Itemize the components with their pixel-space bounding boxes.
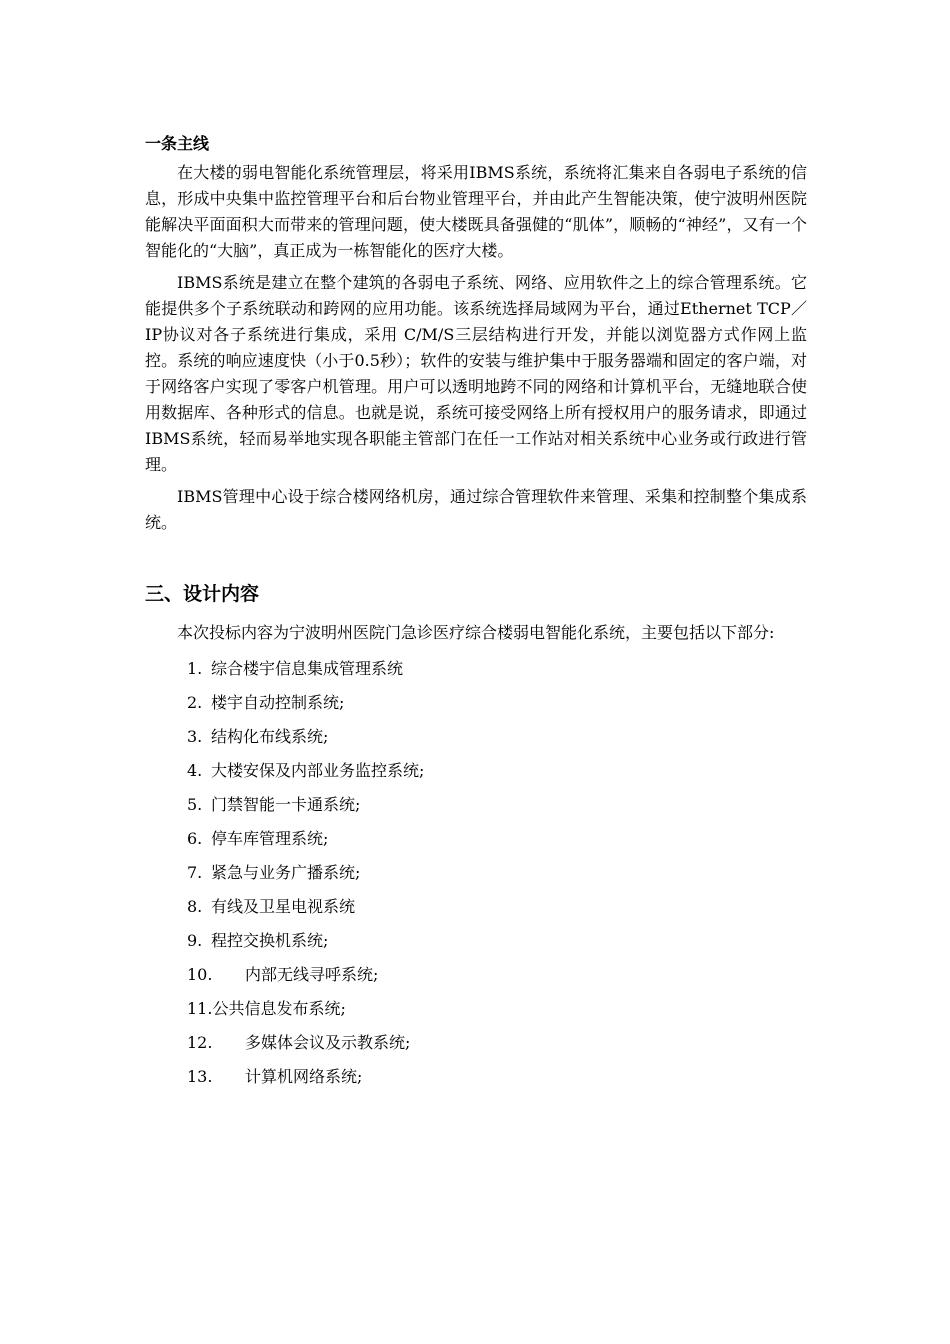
list-item <box>145 686 807 720</box>
list-item-text: 大楼安保及内部业务监控系统; <box>211 761 425 780</box>
list-item-number: 1. <box>187 659 203 678</box>
system-list <box>145 652 807 1094</box>
list-item <box>145 652 807 686</box>
list-item-number: 8. <box>187 897 203 916</box>
list-item-number: 2. <box>187 693 203 712</box>
list-item-text: 多媒体会议及示教系统; <box>245 1033 411 1052</box>
list-item-text: 综合楼宇信息集成管理系统 <box>211 659 404 678</box>
paragraph-ibms-management: 在大楼的弱电智能化系统管理层，将采用IBMS系统，系统将汇集来自各弱电子系统的信息，形成中央集中监控管理平台和后台物业管理平台，并由此产生智能决策，使宁波明州医院能解决平面面积大而带来的管理问题，使大楼既具备强健的“肌体”，顺畅的“神经”，又有一个智能化的“大脑”，真正成为一栋智能化的医疗大楼。 <box>145 163 807 260</box>
list-item <box>145 720 807 754</box>
list-item <box>145 992 807 1026</box>
list-item <box>145 822 807 856</box>
list-item-number: 6. <box>187 829 203 848</box>
list-item-text: 有线及卫星电视系统 <box>211 897 356 916</box>
list-item <box>145 924 807 958</box>
list-item-text: 紧急与业务广播系统; <box>211 863 361 882</box>
paragraph-ibms-center: IBMS管理中心设于综合楼网络机房，通过综合管理软件来管理、采集和控制整个集成系统。 <box>145 487 807 532</box>
page-content <box>145 132 807 1094</box>
list-item <box>145 890 807 924</box>
list-item-number: 12. <box>187 1033 213 1052</box>
list-item-text: 内部无线寻呼系统; <box>245 965 379 984</box>
subheading-main-line: 一条主线 <box>145 134 210 153</box>
list-item-number: 11. <box>187 999 213 1018</box>
list-item <box>145 856 807 890</box>
list-item-text: 门禁智能一卡通系统; <box>211 795 361 814</box>
list-item-number: 13. <box>187 1067 213 1086</box>
list-item-number: 10. <box>187 965 213 984</box>
list-item-text: 程控交换机系统; <box>211 931 329 950</box>
list-item <box>145 754 807 788</box>
list-item-text: 楼宇自动控制系统; <box>211 693 345 712</box>
list-item <box>145 1060 807 1094</box>
list-item <box>145 958 807 992</box>
section-heading-design-content: 三、设计内容 <box>145 583 260 605</box>
paragraph-ibms-system: IBMS系统是建立在整个建筑的各弱电子系统、网络、应用软件之上的综合管理系统。它能提供多个子系统联动和跨网的应用功能。该系统选择局域网为平台，通过Ethernet TCP／IP协议对各子系统进行集成，采用 C/M/S三层结构进行开发，并能以浏览器方式作网上监控。系统的响应速度快（小于0.5秒）；软件的安装与维护集中于服务器端和固定的客户端，对于网络客户实现了零客户机管理。用户可以透明地跨不同的网络和计算机平台，无缝地联合使用数据库、各种形式的信息。也就是说，系统可接受网络上所有授权用户的服务请求，即通过IBMS系统，轻而易举地实现各职能主管部门在任一工作站对相关系统中心业务或行政进行管理。 <box>145 273 807 474</box>
list-item-number: 7. <box>187 863 203 882</box>
list-item-text: 停车库管理系统; <box>211 829 329 848</box>
list-item-text: 公共信息发布系统; <box>212 999 346 1018</box>
list-item <box>145 788 807 822</box>
list-item-number: 4. <box>187 761 203 780</box>
list-item-text: 计算机网络系统; <box>245 1067 363 1086</box>
list-item-number: 9. <box>187 931 203 950</box>
list-item-number: 3. <box>187 727 203 746</box>
list-item-number: 5. <box>187 795 203 814</box>
list-item <box>145 1026 807 1060</box>
list-item-text: 结构化布线系统; <box>211 727 329 746</box>
paragraph-design-intro: 本次投标内容为宁波明州医院门急诊医疗综合楼弱电智能化系统，主要包括以下部分: <box>177 623 775 642</box>
